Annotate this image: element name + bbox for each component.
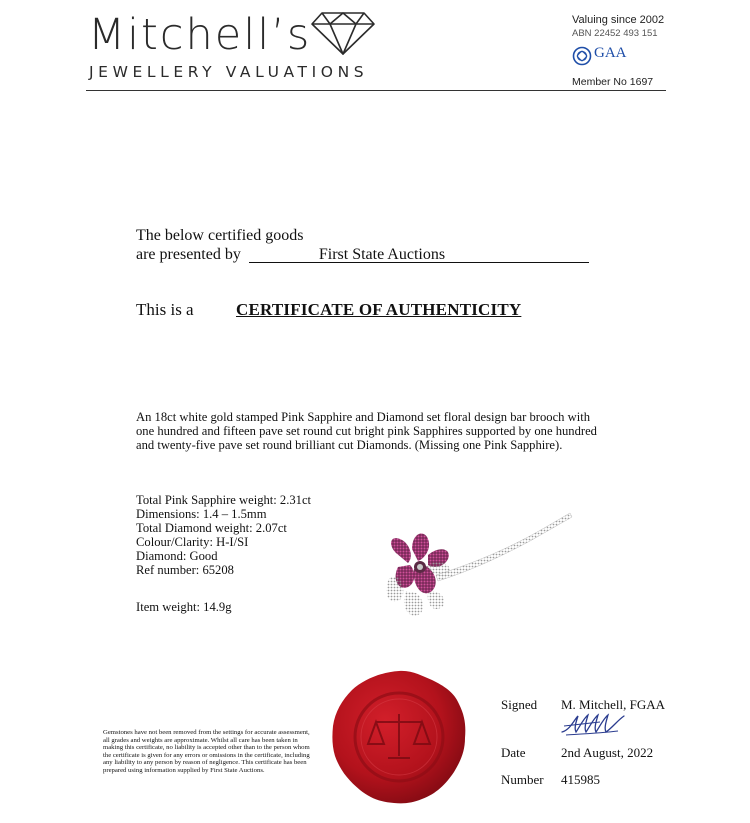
signed-label: Signed xyxy=(501,697,538,712)
disclaimer-text: Gemstones have not been removed from the settings for accurate assessment, all grades and weights are approximate. Whilst all care has been taken in making this certificate, no liability is accepted other than to the person whom the certificate is given for any errors or omissions in the certificate, including any liability to any person by reason of negligence. This certificate has been prepared using information supplied by First State Auctions. xyxy=(103,729,310,774)
wax-seal xyxy=(330,668,468,806)
certificate-heading xyxy=(136,300,522,320)
handwritten-signature xyxy=(560,712,630,738)
gaa-emblem-icon xyxy=(572,46,592,66)
detail-line: Diamond: Good xyxy=(136,549,218,563)
intro-text xyxy=(136,226,589,264)
abn-number: ABN 22452 493 151 xyxy=(572,28,658,39)
header-info xyxy=(572,14,664,39)
item-details xyxy=(136,493,311,577)
date-label: Date xyxy=(501,745,526,760)
detail-line: Ref number: 65208 xyxy=(136,563,234,577)
detail-line: Colour/Clarity: H-I/SI xyxy=(136,535,249,549)
intro-line-1: The below certified goods xyxy=(136,227,304,244)
certificate-prefix: This is a xyxy=(136,300,194,319)
gaa-logo xyxy=(572,45,627,71)
intro-line-2 xyxy=(136,245,589,264)
brand-subtitle: JEWELLERY VALUATIONS xyxy=(89,63,369,81)
member-number: Member No 1697 xyxy=(572,76,654,88)
item-weight: Item weight: 14.9g xyxy=(136,600,232,614)
diamond-icon xyxy=(308,10,378,56)
valuing-since: Valuing since 2002 xyxy=(572,14,665,26)
date-value: 2nd August, 2022 xyxy=(561,745,654,760)
brand-name: Mitchell’s xyxy=(88,10,312,60)
detail-line: Total Pink Sapphire weight: 2.31ct xyxy=(136,493,312,507)
presenter-name: First State Auctions xyxy=(249,247,589,263)
gaa-label: GAA xyxy=(594,45,627,61)
certificate-title: CERTIFICATE OF AUTHENTICITY xyxy=(236,300,522,319)
detail-line: Total Diamond weight: 2.07ct xyxy=(136,521,287,535)
header-divider xyxy=(86,90,666,91)
presented-by-label: are presented by xyxy=(136,246,241,263)
item-description: An 18ct white gold stamped Pink Sapphire and Diamond set floral design bar brooch with one hundred and fifteen pave set round cut bright pink Sapphires supported by one hundred and twenty-five pave set round brilliant cut Diamonds. (Missing one Pink Sapphire). xyxy=(136,410,597,452)
signed-value: M. Mitchell, FGAA xyxy=(561,697,665,712)
detail-line: Dimensions: 1.4 – 1.5mm xyxy=(136,507,267,521)
brooch-photo xyxy=(378,505,578,627)
number-label: Number xyxy=(501,772,544,787)
number-value: 415985 xyxy=(561,772,600,787)
